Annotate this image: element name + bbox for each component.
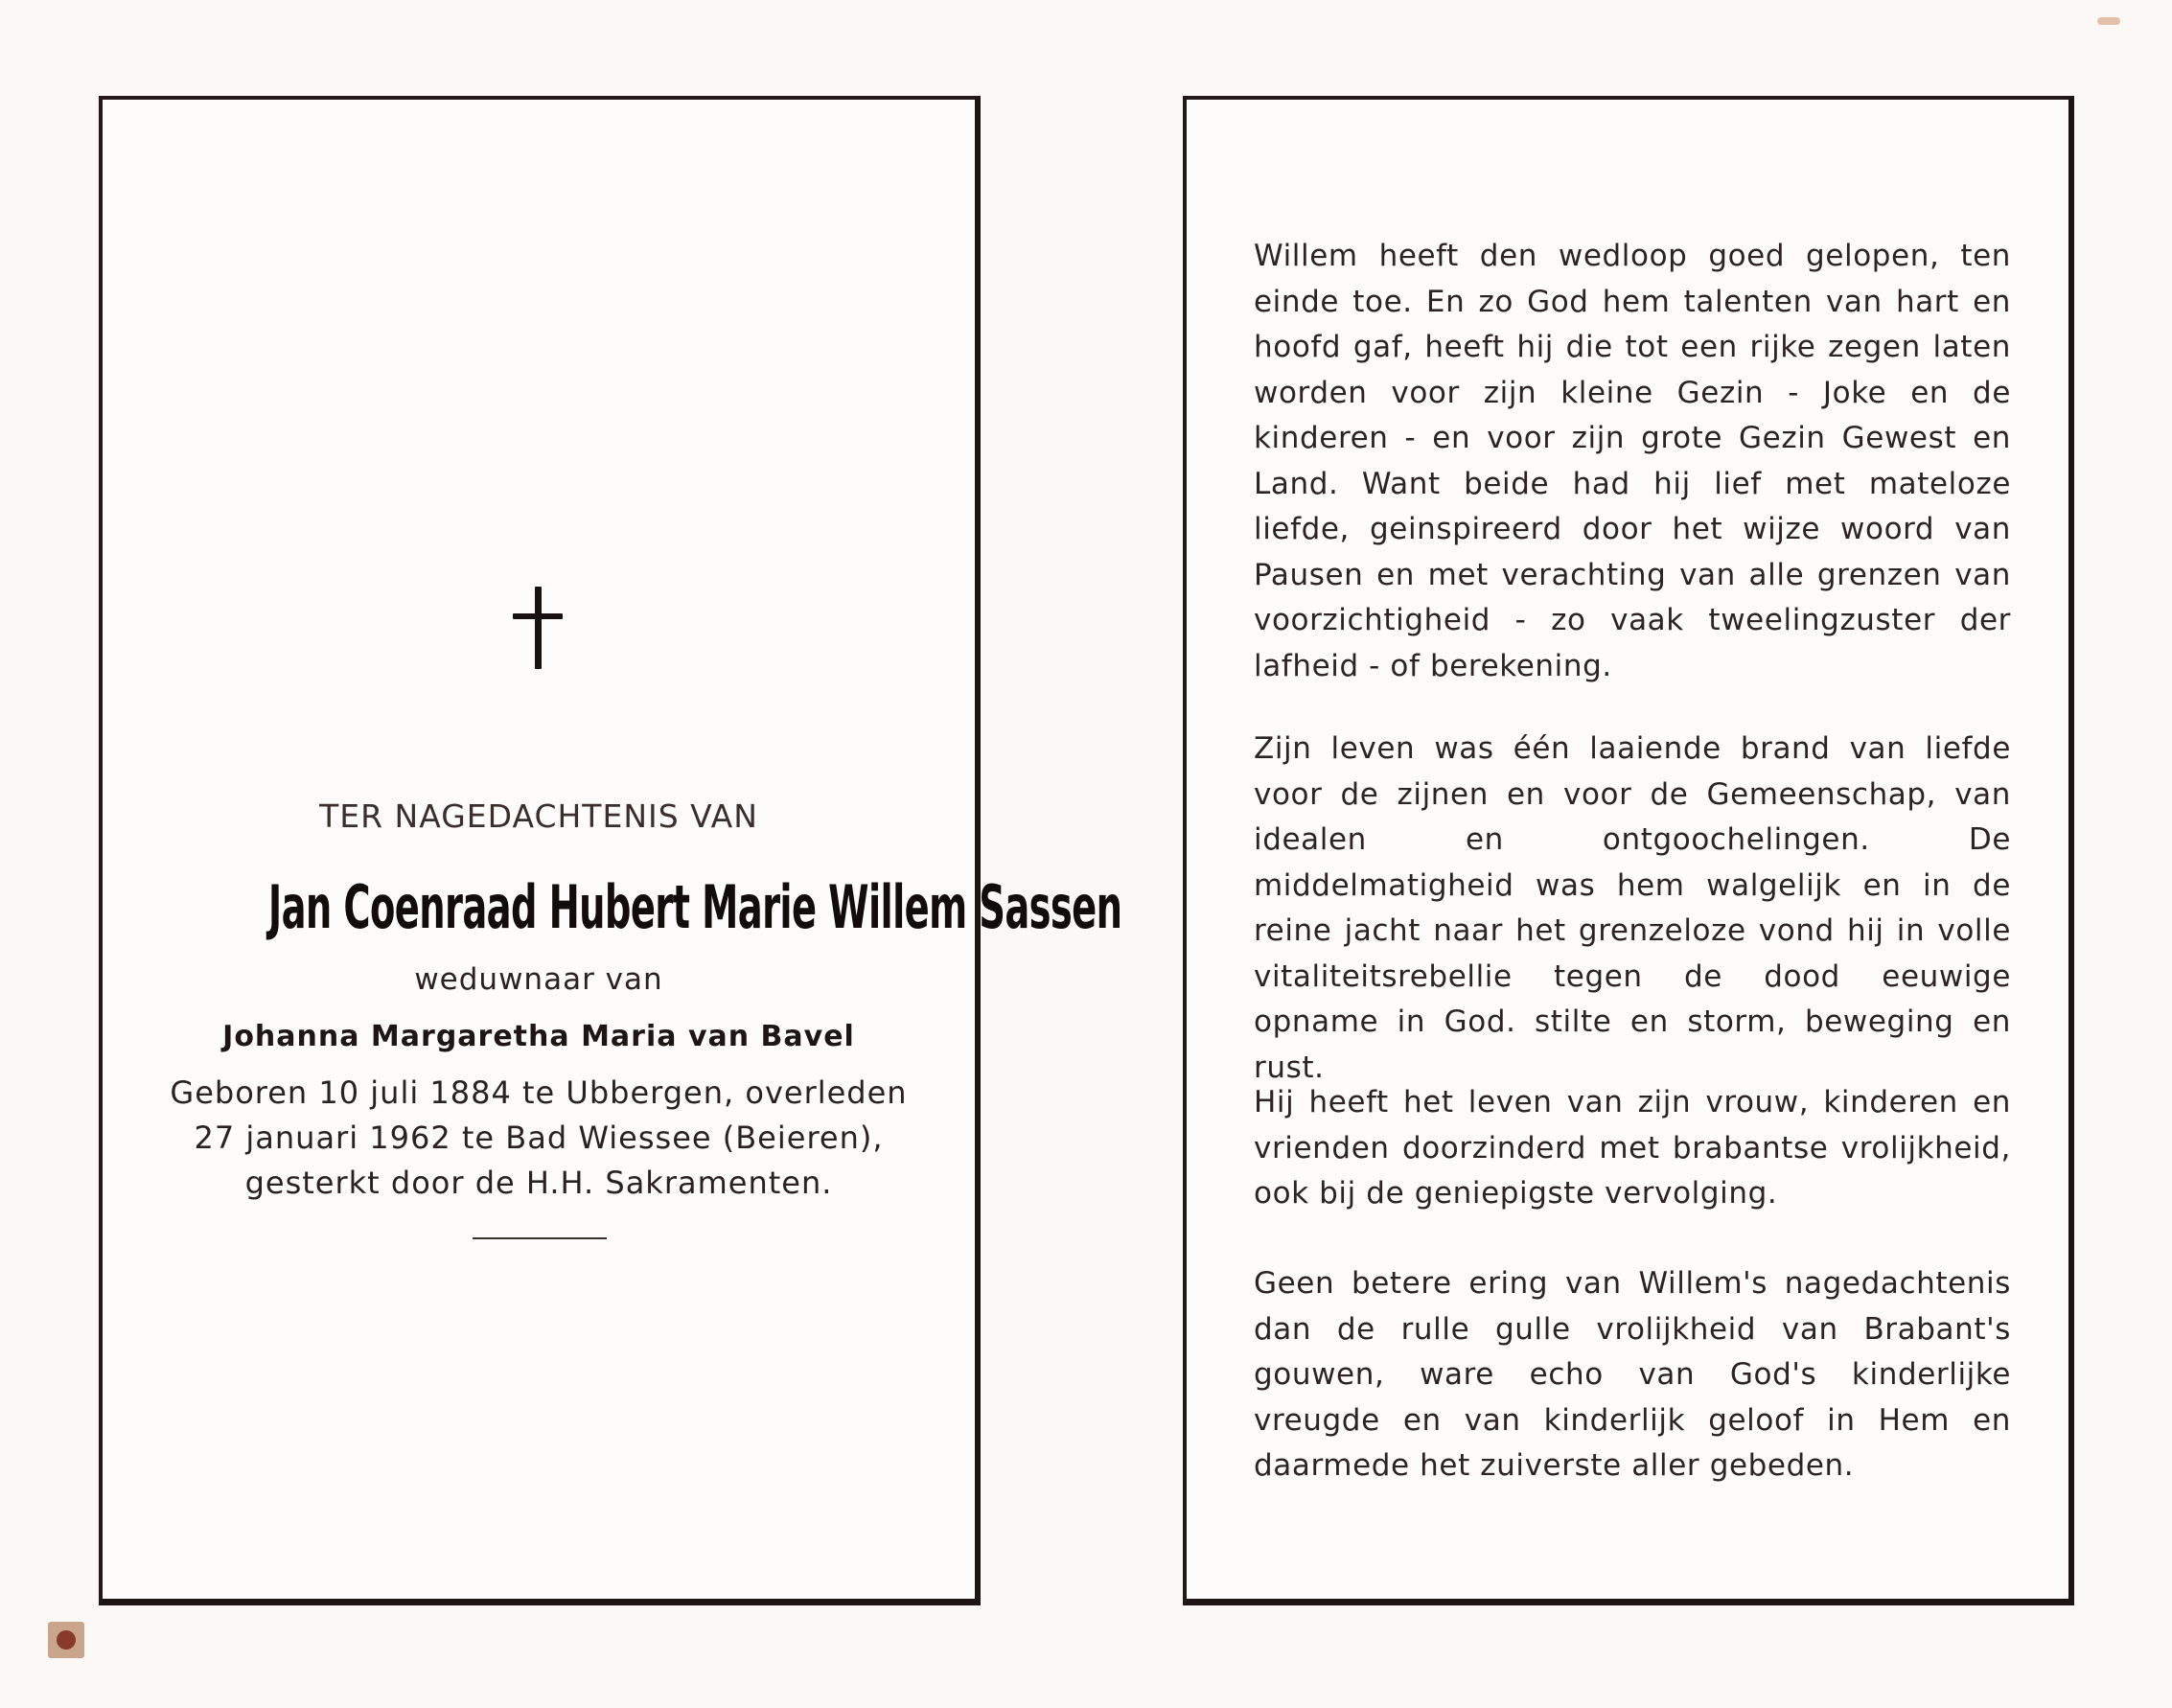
- corner-stain: [2097, 17, 2120, 25]
- text-paragraph: Hij heeft het leven van zijn vrouw, kinderen en vrienden doorzinderd met brabantse vrolijkheid, ook bij de geniepigste vervolging.: [1254, 1085, 2011, 1211]
- cross-icon: [513, 587, 563, 669]
- archive-stamp-icon: [48, 1622, 84, 1658]
- life-line-birth: Geboren 10 juli 1884 te Ubbergen, overleden: [170, 1074, 908, 1111]
- widower-line: weduwnaar van: [414, 962, 663, 997]
- divider-rule: [473, 1237, 607, 1239]
- life-line-death: 27 januari 1962 te Bad Wiessee (Beieren),: [194, 1119, 884, 1156]
- right-memorial-card: [1183, 96, 2074, 1605]
- text-paragraph: Zijn leven was één laaiende brand van liefde voor de zijnen en voor de Gemeenschap, van idealen en ontgoochelingen. De middelmatigheid was hem walgelijk en in de reine jacht naar het grenzeloze vond hij in volle vitaliteitsrebellie tegen de dood eeuwige opname in God. stilte en storm, beweging en rust.: [1254, 731, 2011, 1085]
- deceased-name: Jan Coenraad Hubert Marie Willem Sassen: [267, 872, 1122, 942]
- spouse-name: Johanna Margaretha Maria van Bavel: [222, 1020, 855, 1053]
- text-paragraph: Willem heeft den wedloop goed gelopen, ten einde toe. En zo God hem talenten van hart en hoofd gaf, heeft hij die tot een rijke zegen laten worden voor zijn kleine Gezin - Joke en de kinderen - en voor zijn grote Gezin Gewest en Land. Want beide had hij lief met mateloze liefde, geinspireerd door het wijze woord van Pausen en met verachting van alle grenzen van voorzichtigheid - zo vaak tweelingzuster der lafheid - of berekening.: [1254, 239, 2011, 683]
- life-line-sacraments: gesterkt door de H.H. Sakramenten.: [244, 1165, 833, 1201]
- left-memorial-card: [99, 96, 1122, 1605]
- text-paragraph: Geen betere ering van Willem's nagedachtenis dan de rulle gulle vrolijkheid van Brabant's gouwen, ware echo van God's kinderlijke vreugde en van kinderlijk geloof in Hem en daarmede het zuiverste aller gebeden.: [1254, 1266, 2011, 1483]
- memorial-heading: TER NAGEDACHTENIS VAN: [319, 797, 758, 835]
